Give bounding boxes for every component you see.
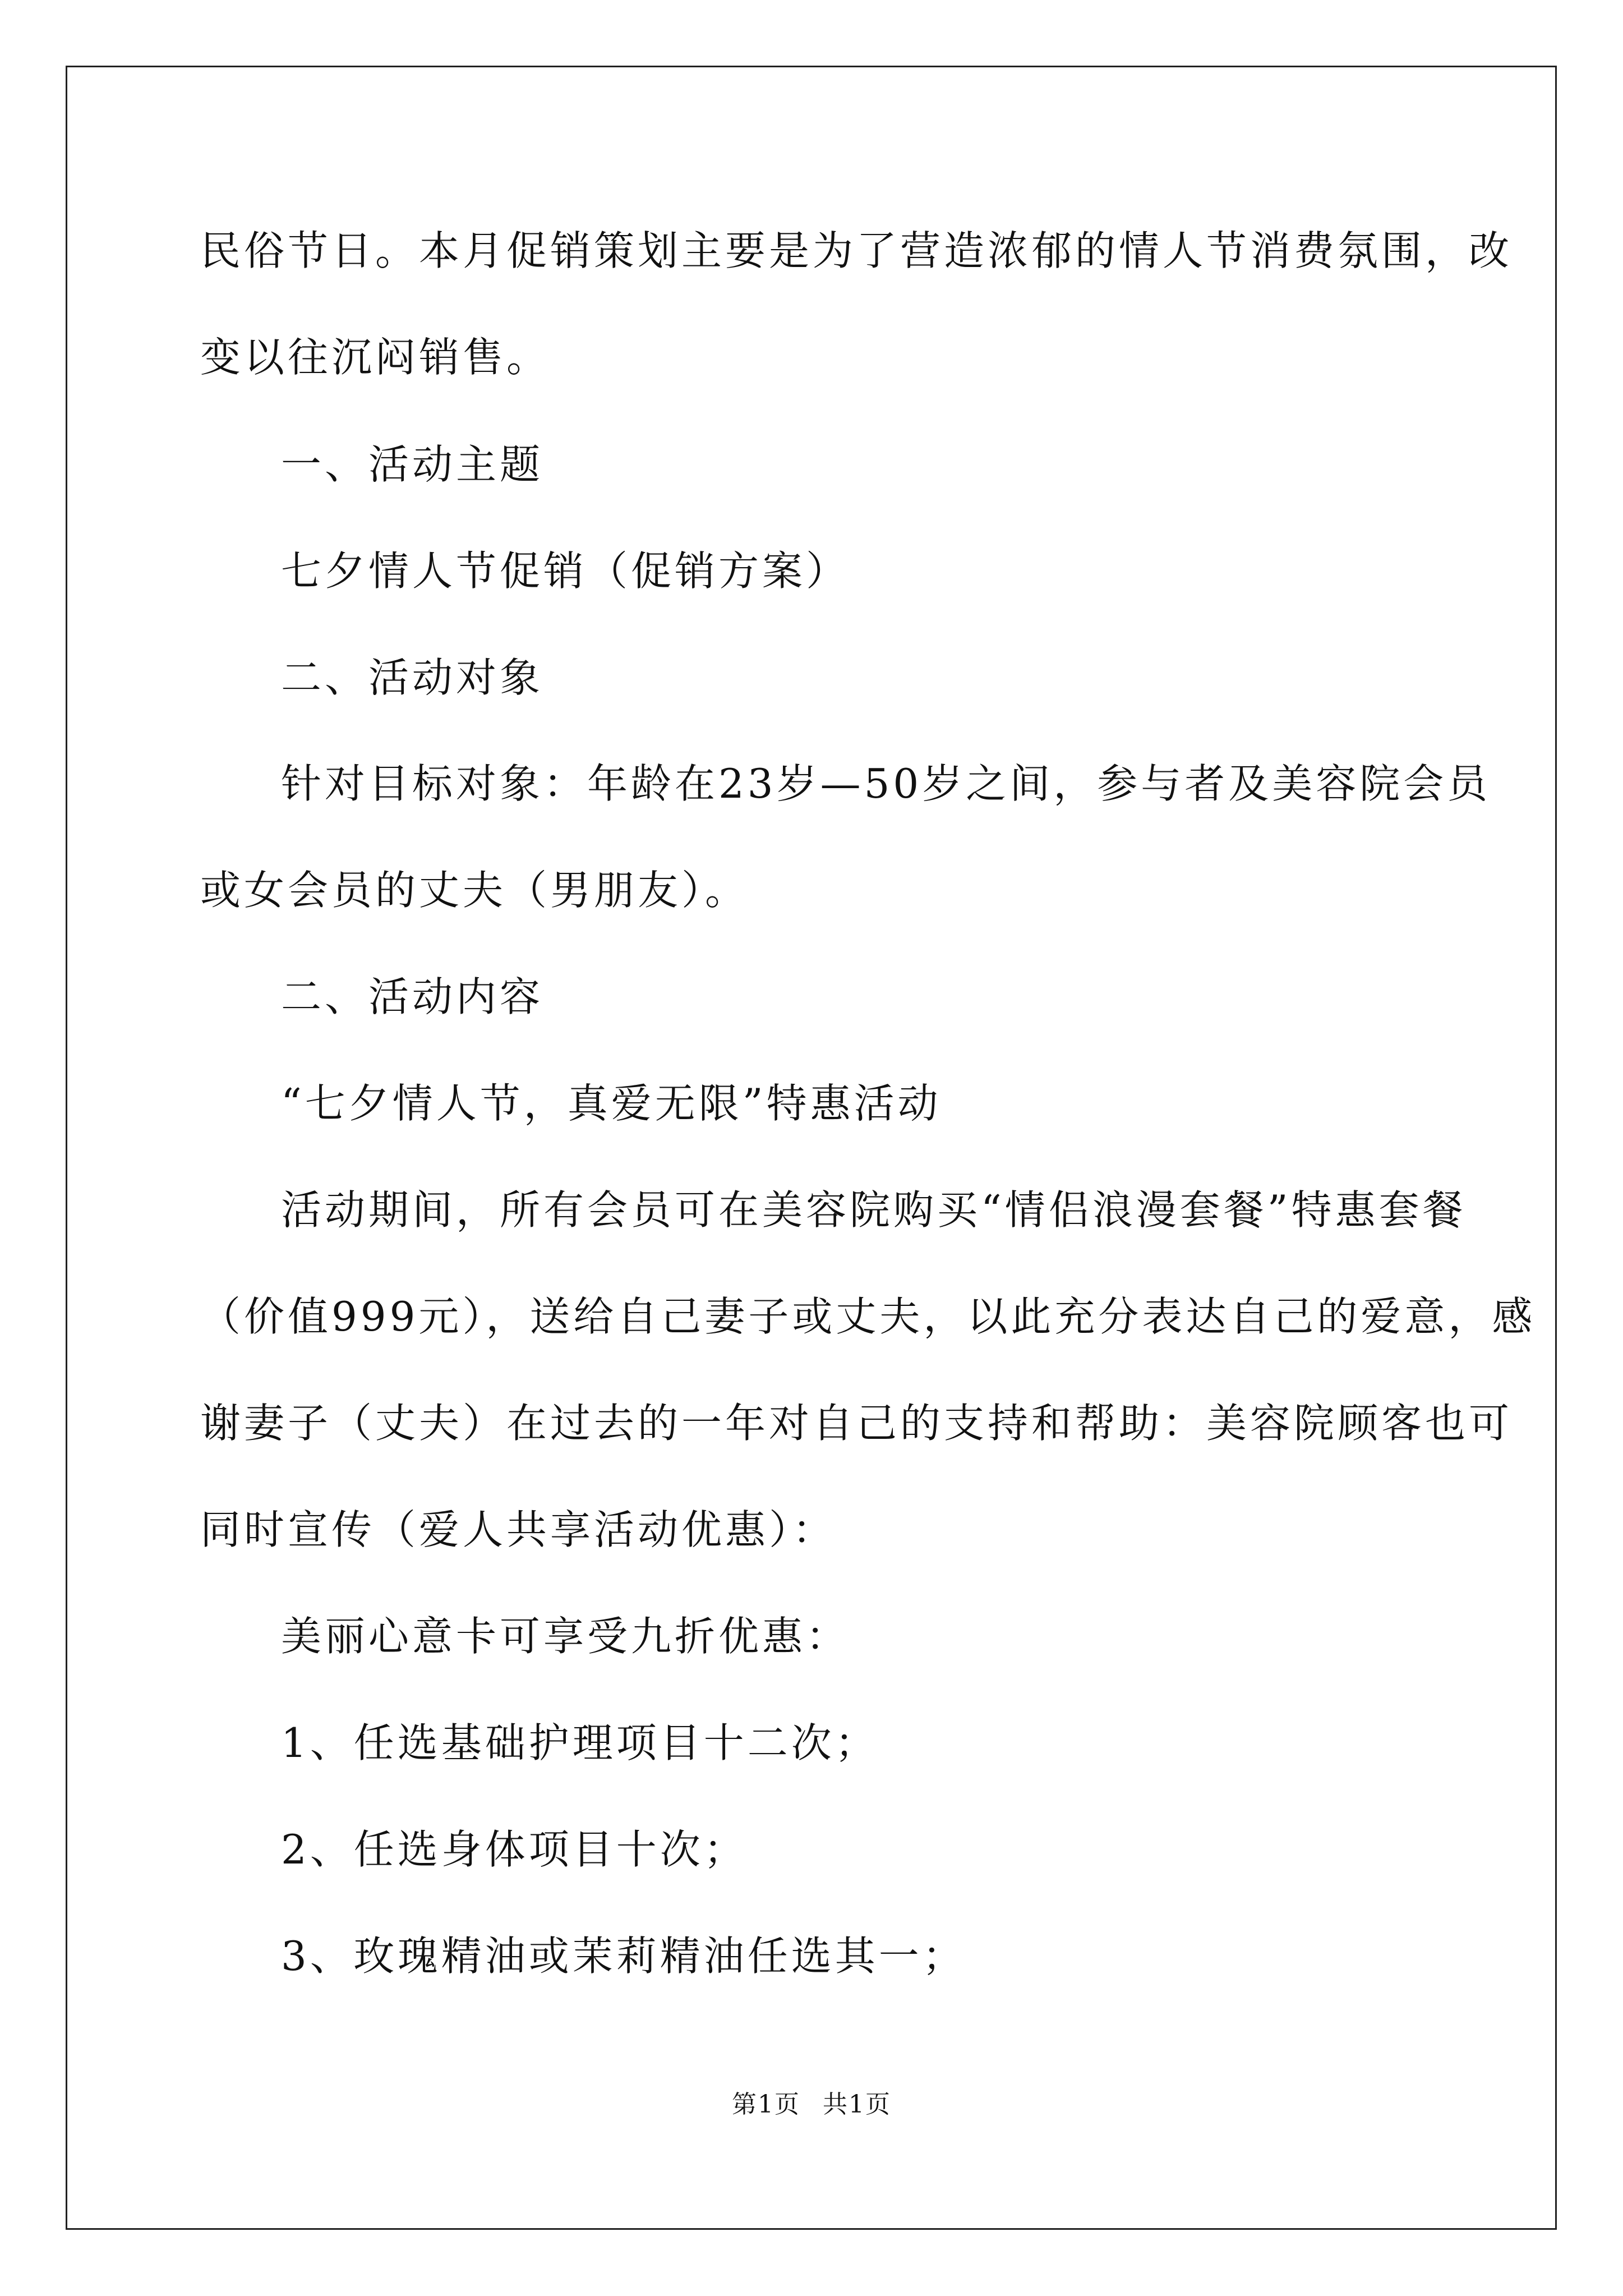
section-heading: 二、活动对象	[281, 654, 544, 701]
page-total: 共1页	[823, 2090, 891, 2119]
paragraph-line: 七夕情人节促销（促销方案）	[281, 547, 850, 595]
paragraph-line: 变以往沉闷销售。	[200, 334, 551, 381]
paragraph-line: 同时宣传（爱人共享活动优惠）：	[200, 1506, 837, 1553]
paragraph-line: 活动期间，所有会员可在美容院购买“情侣浪漫套餐”特惠套餐	[281, 1186, 1467, 1234]
page-number: 第1页	[732, 2090, 800, 2119]
paragraph-line: 谢妻子（丈夫）在过去的一年对自己的支持和帮助：美容院顾客也可	[200, 1400, 1513, 1447]
page-footer	[0, 2088, 1623, 2122]
page-border	[66, 66, 1557, 2230]
section-heading: 二、活动内容	[281, 973, 544, 1020]
list-item: 2、任选身体项目十次；	[281, 1826, 748, 1873]
paragraph-line: （价值999元），送给自己妻子或丈夫，以此充分表达自己的爱意，感	[200, 1293, 1536, 1340]
paragraph-line: “七夕情人节，真爱无限”特惠活动	[281, 1080, 942, 1127]
list-item: 1、任选基础护理项目十二次；	[281, 1719, 879, 1766]
paragraph-line: 民俗节日。本月促销策划主要是为了营造浓郁的情人节消费氛围，改	[200, 227, 1513, 274]
section-heading: 一、活动主题	[281, 441, 544, 488]
paragraph-line: 针对目标对象：年龄在23岁—50岁之间，参与者及美容院会员	[281, 760, 1491, 807]
paragraph-line: 或女会员的丈夫（男朋友）。	[200, 867, 749, 914]
paragraph-line: 美丽心意卡可享受九折优惠：	[281, 1613, 850, 1660]
list-item: 3、玫瑰精油或茉莉精油任选其一；	[281, 1932, 966, 1980]
